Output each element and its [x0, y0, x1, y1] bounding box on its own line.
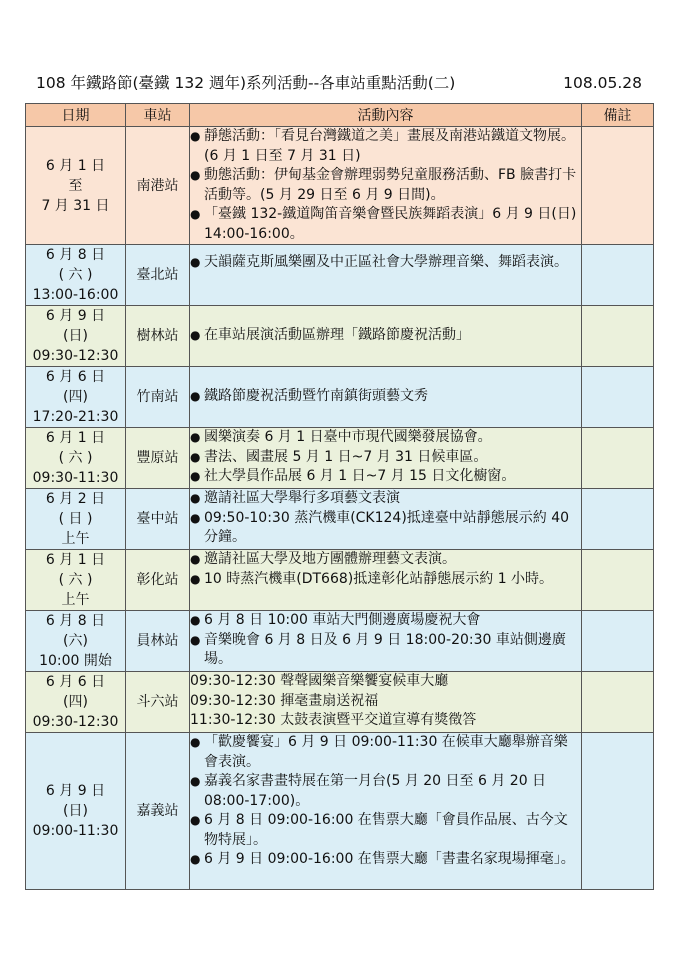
- bullet-icon: ●: [190, 571, 201, 586]
- activity-item: ● 書法、國畫展 5 月 1 日~7 月 31 日候車區。: [190, 448, 581, 468]
- date-cell: [26, 611, 126, 672]
- note-cell: [582, 489, 654, 550]
- activity-cell: [190, 245, 582, 306]
- date-line: 09:30-11:30: [32, 470, 119, 486]
- date-cell: [26, 428, 126, 489]
- date-line: 6 月 9 日: [45, 308, 106, 324]
- date-line: 17:20-21:30: [32, 409, 119, 425]
- activity-item: ● 邀請社區大學舉行多項藝文表演: [190, 489, 581, 509]
- date-line: (日): [63, 803, 88, 819]
- station-cell: 南港站: [126, 127, 190, 245]
- bullet-icon: ●: [190, 430, 201, 444]
- activity-item: ● 在車站展演活動區辦理「鐵路節慶祝活動」: [190, 326, 581, 346]
- bullet-icon: ●: [190, 552, 201, 566]
- date-line: 上午: [61, 531, 90, 547]
- activity-cell: [190, 306, 582, 367]
- note-cell: [582, 367, 654, 428]
- activity-cell: [190, 672, 582, 733]
- document-date: 108.05.28: [563, 74, 642, 92]
- activity-item: ● 09:50-10:30 蒸汽機車(CK124)抵達臺中站靜態展示約 40 分鐘。: [190, 509, 570, 545]
- activity-item: ● 6 月 9 日 09:00-16:00 在售票大廳「書畫名家現場揮毫」。: [190, 850, 581, 870]
- date-line: 09:30-12:30: [32, 348, 119, 364]
- activity-line: 09:30-12:30 揮毫畫扇送祝福: [190, 692, 379, 709]
- bullet-icon: ●: [190, 207, 201, 221]
- bullet-icon: ●: [190, 168, 201, 182]
- activity-item: ● 國樂演奏 6 月 1 日臺中市現代國樂發展協會。: [190, 428, 581, 448]
- note-cell: [582, 611, 654, 672]
- date-line: (四): [63, 694, 88, 710]
- activity-cell: [190, 611, 582, 672]
- date-line: (日): [63, 328, 88, 344]
- station-cell: 樹林站: [126, 306, 190, 367]
- activity-item: ● 靜態活動：「看見台灣鐵道之美」畫展及南港站鐵道文物展。(6 月 1 日至 7 月 31 日): [190, 128, 575, 164]
- schedule-table: [25, 103, 654, 890]
- date-line: 09:00-11:30: [32, 823, 119, 839]
- date-line: 09:30-12:30: [32, 714, 119, 730]
- station-cell: 豐原站: [126, 428, 190, 489]
- date-line: 7 月 31 日: [41, 197, 110, 214]
- station-cell: 嘉義站: [126, 733, 190, 890]
- date-line: (四): [63, 389, 88, 405]
- note-cell: [582, 733, 654, 890]
- bullet-icon: ●: [190, 328, 201, 343]
- date-line: 6 月 8 日: [45, 247, 106, 263]
- activity-item: ● 「歡慶饗宴」6 月 9 日 09:00-11:30 在候車大廳舉辦音樂會表演。: [190, 734, 568, 770]
- activity-item: ● 嘉義名家書畫特展在第一月台(5 月 20 日至 6 月 20 日 08:00-17:00)。: [190, 773, 547, 809]
- column-header-activity: 活動內容: [190, 104, 582, 127]
- date-cell: [26, 127, 126, 245]
- activity-cell: [190, 428, 582, 489]
- table-row: [26, 306, 654, 367]
- date-line: 6 月 1 日: [45, 157, 106, 174]
- column-header-date: 日期: [26, 104, 126, 127]
- date-cell: [26, 672, 126, 733]
- column-header-station: 車站: [126, 104, 190, 127]
- bullet-icon: ●: [190, 491, 201, 505]
- station-cell: 竹南站: [126, 367, 190, 428]
- bullet-icon: ●: [190, 255, 201, 269]
- table-row: [26, 733, 654, 890]
- bullet-icon: ●: [190, 449, 201, 464]
- activity-item: ● 鐵路節慶祝活動暨竹南鎮街頭藝文秀: [190, 387, 581, 407]
- bullet-icon: ●: [190, 469, 201, 483]
- activity-item: ● 10 時蒸汽機車(DT668)抵達彰化站靜態展示約 1 小時。: [190, 570, 581, 590]
- note-cell: [582, 672, 654, 733]
- date-cell: [26, 733, 126, 890]
- date-line: 6 月 1 日: [45, 430, 106, 446]
- title-row: [36, 70, 648, 96]
- note-cell: [582, 550, 654, 611]
- table-row: [26, 127, 654, 245]
- date-line: 6 月 6 日: [45, 674, 106, 690]
- bullet-icon: ●: [190, 735, 201, 749]
- bullet-icon: ●: [190, 852, 201, 866]
- activity-cell: [190, 489, 582, 550]
- date-line: 6 月 8 日: [45, 613, 106, 629]
- document-title: 108 年鐵路節(臺鐵 132 週年)系列活動--各車站重點活動(二): [36, 74, 456, 92]
- table-row: [26, 367, 654, 428]
- date-cell: [26, 245, 126, 306]
- date-line: 6 月 6 日: [45, 369, 106, 385]
- activity-item: ● 6 月 8 日 10:00 車站大門側邊廣場慶祝大會: [190, 611, 581, 631]
- activity-cell: [190, 733, 582, 890]
- activity-line: 11:30-12:30 太鼓表演暨平交道宣導有獎徵答: [190, 712, 477, 728]
- activity-cell: [190, 127, 582, 245]
- note-cell: [582, 428, 654, 489]
- date-cell: [26, 306, 126, 367]
- station-cell: 斗六站: [126, 672, 190, 733]
- activity-item: ● 天韻薩克斯風樂團及中正區社會大學辦理音樂、舞蹈表演。: [190, 253, 581, 273]
- bullet-icon: ●: [190, 613, 201, 627]
- date-line: 6 月 2 日: [45, 491, 106, 507]
- activity-item: ● 動態活動：伊甸基金會辦理弱勢兒童服務活動、FB 臉書打卡活動等。(5 月 29 日至 6 月 9 日間)。: [190, 167, 577, 203]
- column-header-note: 備註: [582, 104, 654, 127]
- date-cell: [26, 367, 126, 428]
- bullet-icon: ●: [190, 129, 201, 143]
- date-line: 6 月 1 日: [45, 552, 106, 568]
- date-line: ( 日 ): [58, 511, 93, 527]
- activity-cell: [190, 550, 582, 611]
- date-line: 6 月 9 日: [45, 783, 106, 799]
- note-cell: [582, 306, 654, 367]
- activity-item: ● 社大學員作品展 6 月 1 日~7 月 15 日文化櫥窗。: [190, 467, 581, 487]
- date-line: (六): [63, 633, 88, 649]
- table-row: [26, 245, 654, 306]
- table-row: [26, 550, 654, 611]
- date-line: 至: [68, 177, 83, 194]
- date-cell: [26, 489, 126, 550]
- activity-item: ● 「臺鐵 132-鐵道陶笛音樂會暨民族舞蹈表演」6 月 9 日(日) 14:00-16:00。: [190, 206, 577, 242]
- activity-item: ● 音樂晚會 6 月 8 日及 6 月 9 日 18:00-20:30 車站側邊廣場。: [190, 631, 566, 667]
- table-row: [26, 672, 654, 733]
- bullet-icon: ●: [190, 510, 201, 525]
- note-cell: [582, 245, 654, 306]
- station-cell: 臺中站: [126, 489, 190, 550]
- date-cell: [26, 550, 126, 611]
- date-line: 13:00-16:00: [32, 287, 119, 303]
- table-header-row: [26, 104, 654, 127]
- station-cell: 員林站: [126, 611, 190, 672]
- bullet-icon: ●: [190, 632, 201, 647]
- note-cell: [582, 127, 654, 245]
- bullet-icon: ●: [190, 813, 201, 827]
- date-line: ( 六 ): [58, 267, 93, 283]
- table-row: [26, 611, 654, 672]
- date-line: 10:00 開始: [39, 653, 112, 669]
- station-cell: 彰化站: [126, 550, 190, 611]
- activity-line: 09:30-12:30 聲聲國樂音樂饗宴候車大廳: [190, 673, 449, 689]
- activity-item: ● 邀請社區大學及地方團體辦理藝文表演。: [190, 550, 581, 570]
- bullet-icon: ●: [190, 774, 201, 788]
- table-row: [26, 428, 654, 489]
- activity-cell: [190, 367, 582, 428]
- bullet-icon: ●: [190, 389, 201, 404]
- activity-item: ● 6 月 8 日 09:00-16:00 在售票大廳「會員作品展、古今文物特展」。: [190, 812, 568, 848]
- table-row: [26, 489, 654, 550]
- station-cell: 臺北站: [126, 245, 190, 306]
- date-line: ( 六 ): [58, 450, 93, 466]
- date-line: ( 六 ): [58, 572, 93, 588]
- date-line: 上午: [61, 592, 90, 608]
